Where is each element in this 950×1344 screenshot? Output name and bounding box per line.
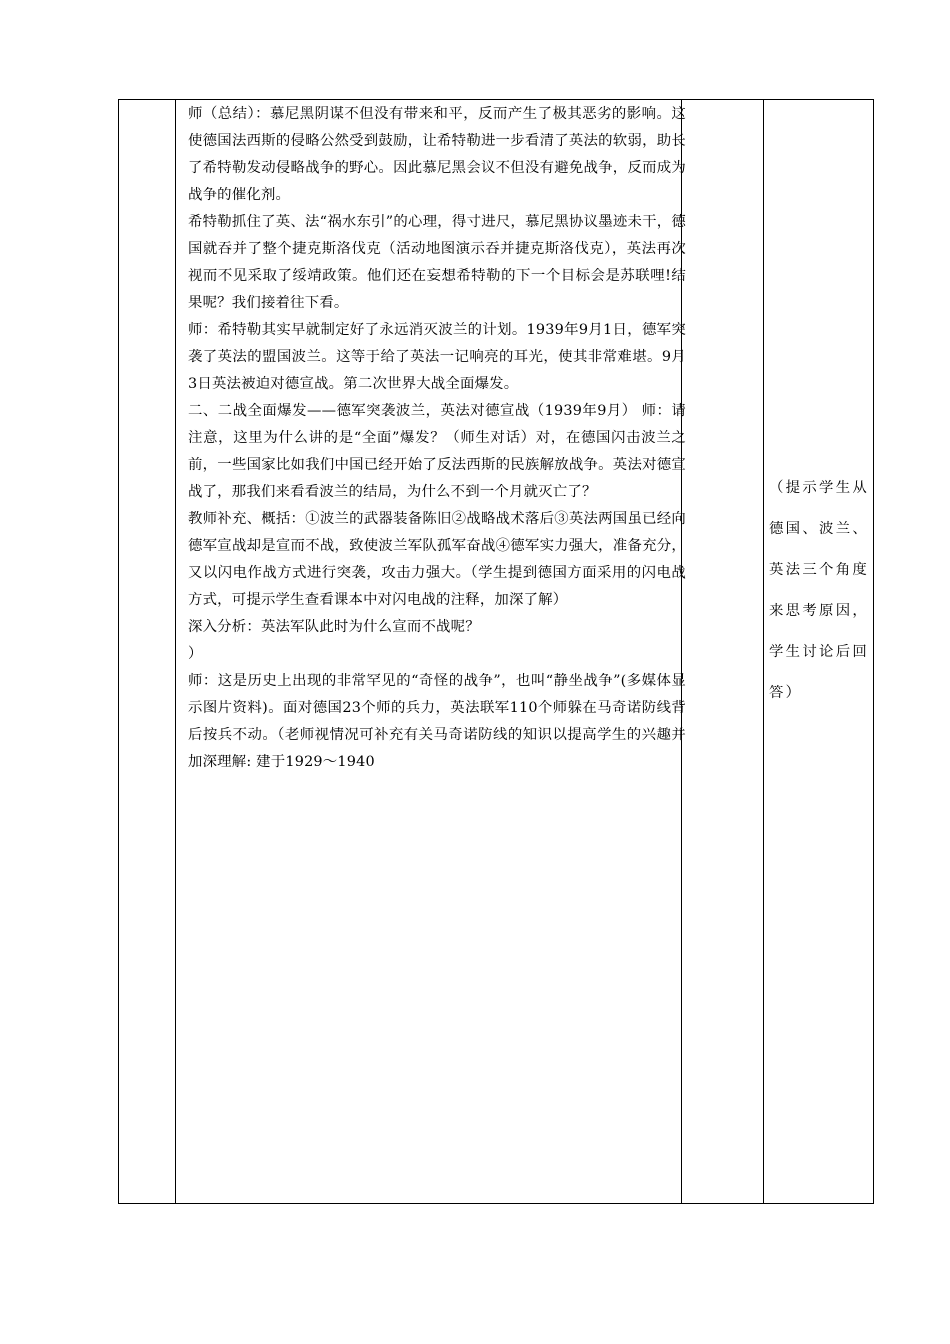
paragraph-poland-invasion: 师：希特勒其实早就制定好了永远消灭波兰的计划。1939年9月1日，德军突袭了英法的盟国波兰。这等于给了英法一记响亮的耳光，使其非常难堪。9月3日英法被迫对德宣战。第二次世界大战全面爆发。	[188, 322, 686, 392]
paragraph-teacher-supplement: 教师补充、概括：①波兰的武器装备陈旧②战略战术落后③英法两国虽已经向德军宣战却是宣而不战，致使波兰军队孤军奋战④德军实力强大，准备充分，又以闪电作战方式进行突袭，攻击力强大。（学生提到德国方面采用的闪电战方式，可提示学生查看课本中对闪电战的注释，加深了解）	[188, 511, 686, 608]
teaching-process-column	[185, 100, 686, 776]
lesson-plan-table	[118, 99, 874, 1204]
column-divider-3	[763, 100, 764, 1203]
column-divider-1	[175, 100, 176, 1203]
paragraph-deep-analysis: 深入分析：英法军队此时为什么宣而不战呢？	[188, 619, 480, 635]
paragraph-phony-war: 师：这是历史上出现的非常罕见的“奇怪的战争”，也叫“静坐战争”(多媒体显示图片资料)。面对德国23个师的兵力，英法联军110个师躲在马奇诺防线背后按兵不动。（老师视情况可补充有关马奇诺防线的知识以提高学生的兴趣并加深理解: 建于1929～1940	[188, 673, 686, 770]
paragraph-teacher-summary: 师（总结）：慕尼黑阴谋不但没有带来和平，反而产生了极其恶劣的影响。这使德国法西斯的侵略公然受到鼓励，让希特勒进一步看清了英法的软弱，助长了希特勒发动侵略战争的野心。因此慕尼黑会议不但没有避免战争，反而成为战争的催化剂。	[188, 106, 686, 203]
paragraph-hitler-czech: 希特勒抓住了英、法“祸水东引”的心理，得寸进尺，慕尼黑协议墨迹未干，德国就吞并了整个捷克斯洛伐克（活动地图演示吞并捷克斯洛伐克），英法再次视而不见采取了绥靖政策。他们还在妄想希特勒的下一个目标会是苏联哩!结果呢？我们接着往下看。	[188, 214, 686, 311]
paragraph-section-two: 二、二战全面爆发——德军突袭波兰，英法对德宣战（1939年9月） 师：请注意，这里为什么讲的是“全面”爆发？（师生对话）对，在德国闪击波兰之前，一些国家比如我们中国已经开始了反法西斯的民族解放战争。英法对德宣战了，那我们来看看波兰的结局，为什么不到一个月就灭亡了？	[188, 403, 686, 500]
student-activity-note: （提示学生从德国、波兰、英法三个角度来思考原因，学生讨论后回答）	[769, 480, 869, 701]
paragraph-closing-paren: ）	[188, 646, 203, 662]
